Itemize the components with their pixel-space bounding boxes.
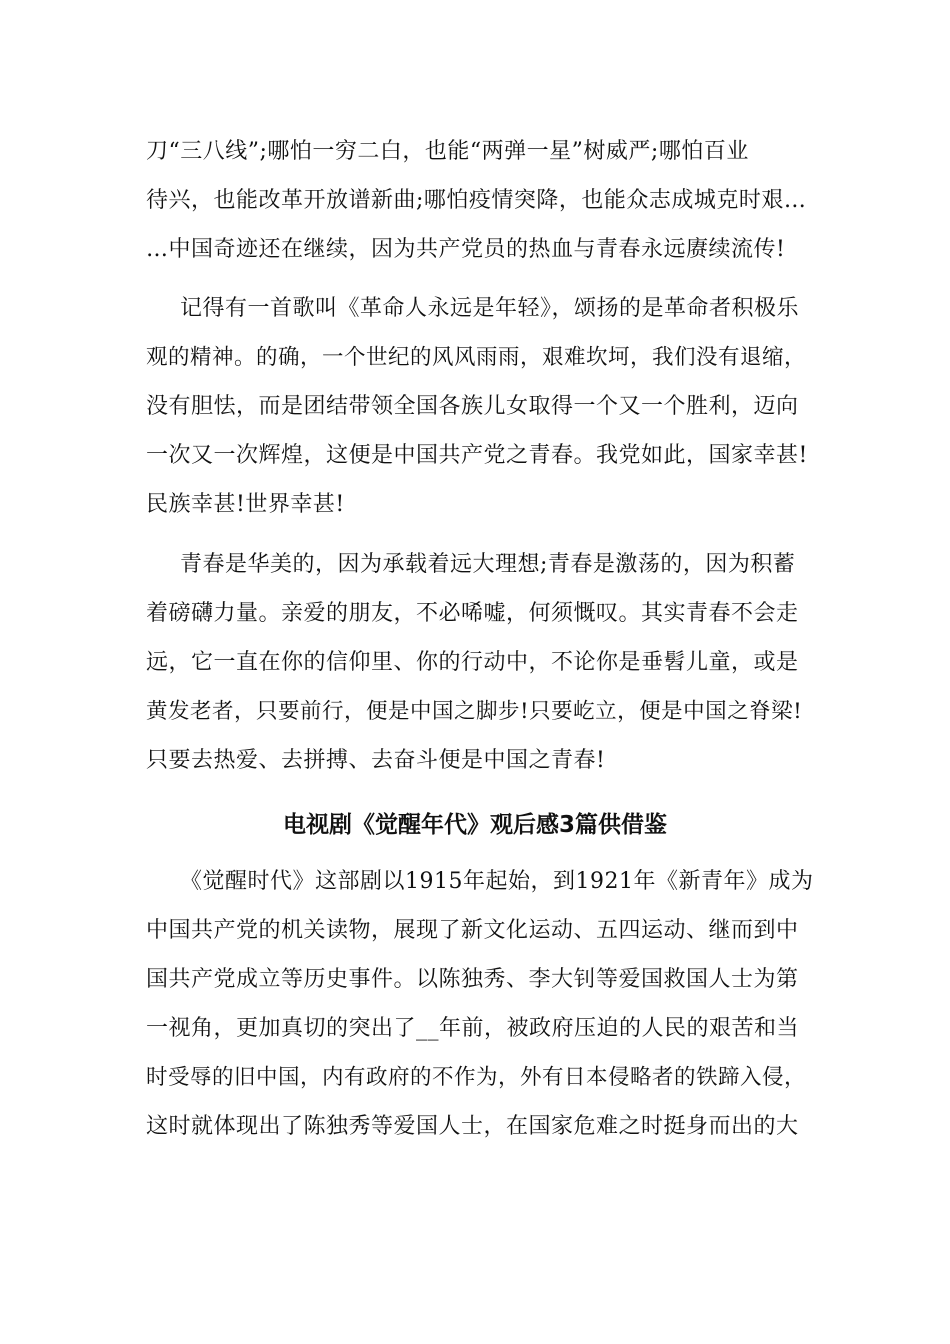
section-heading: 电视剧《觉醒年代》观后感3篇供借鉴 (282, 812, 667, 838)
paragraph-1-line-3: …中国奇迹还在继续，因为共产党员的热血与青春永远赓续流传! (146, 237, 786, 262)
section-line-1: 《觉醒时代》这部剧以1915年起始，到1921年《新青年》成为 (180, 869, 814, 894)
paragraph-3-line-3: 远，它一直在你的信仰里、你的行动中，不论你是垂髫儿童，或是 (146, 650, 799, 675)
paragraph-3-line-1: 青春是华美的，因为承载着远大理想;青春是激荡的，因为积蓄 (180, 552, 796, 577)
paragraph-2-line-2: 观的精神。的确，一个世纪的风风雨雨，艰难坎坷，我们没有退缩， (146, 345, 807, 370)
paragraph-1-line-1: 刀“三八线”;哪怕一穷二白，也能“两弹一星”树威严;哪怕百业 (146, 139, 749, 164)
paragraph-2-line-1: 记得有一首歌叫《革命人永远是年轻》，颂扬的是革命者积极乐 (180, 296, 800, 321)
paragraph-3-line-4: 黄发老者，只要前行，便是中国之脚步!只要屹立，便是中国之脊梁! (146, 699, 803, 724)
paragraph-2-line-4: 一次又一次辉煌，这便是中国共产党之青春。我党如此，国家幸甚! (146, 443, 808, 468)
paragraph-1-line-2: 待兴，也能改革开放谱新曲;哪怕疫情突降，也能众志成城克时艰… (146, 188, 807, 213)
section-line-2: 中国共产党的机关读物，展现了新文化运动、五四运动、继而到中 (146, 918, 799, 943)
section-line-4: 一视角，更加真切的突出了__年前，被政府压迫的人民的艰苦和当 (146, 1016, 800, 1041)
paragraph-2-line-3: 没有胆怯，而是团结带领全国各族儿女取得一个又一个胜利，迈向 (146, 394, 799, 419)
paragraph-3-line-2: 着磅礴力量。亲爱的朋友，不必唏嘘，何须慨叹。其实青春不会走 (146, 601, 799, 626)
paragraph-3-line-5: 只要去热爱、去拼搏、去奋斗便是中国之青春! (146, 748, 606, 773)
section-line-3: 国共产党成立等历史事件。以陈独秀、李大钊等爱国救国人士为第 (146, 967, 799, 992)
paragraph-2-line-5: 民族幸甚!世界幸甚! (146, 492, 345, 517)
section-line-5: 时受辱的旧中国，内有政府的不作为，外有日本侵略者的铁蹄入侵， (146, 1065, 807, 1090)
section-line-6: 这时就体现出了陈独秀等爱国人士，在国家危难之时挺身而出的大 (146, 1114, 799, 1139)
